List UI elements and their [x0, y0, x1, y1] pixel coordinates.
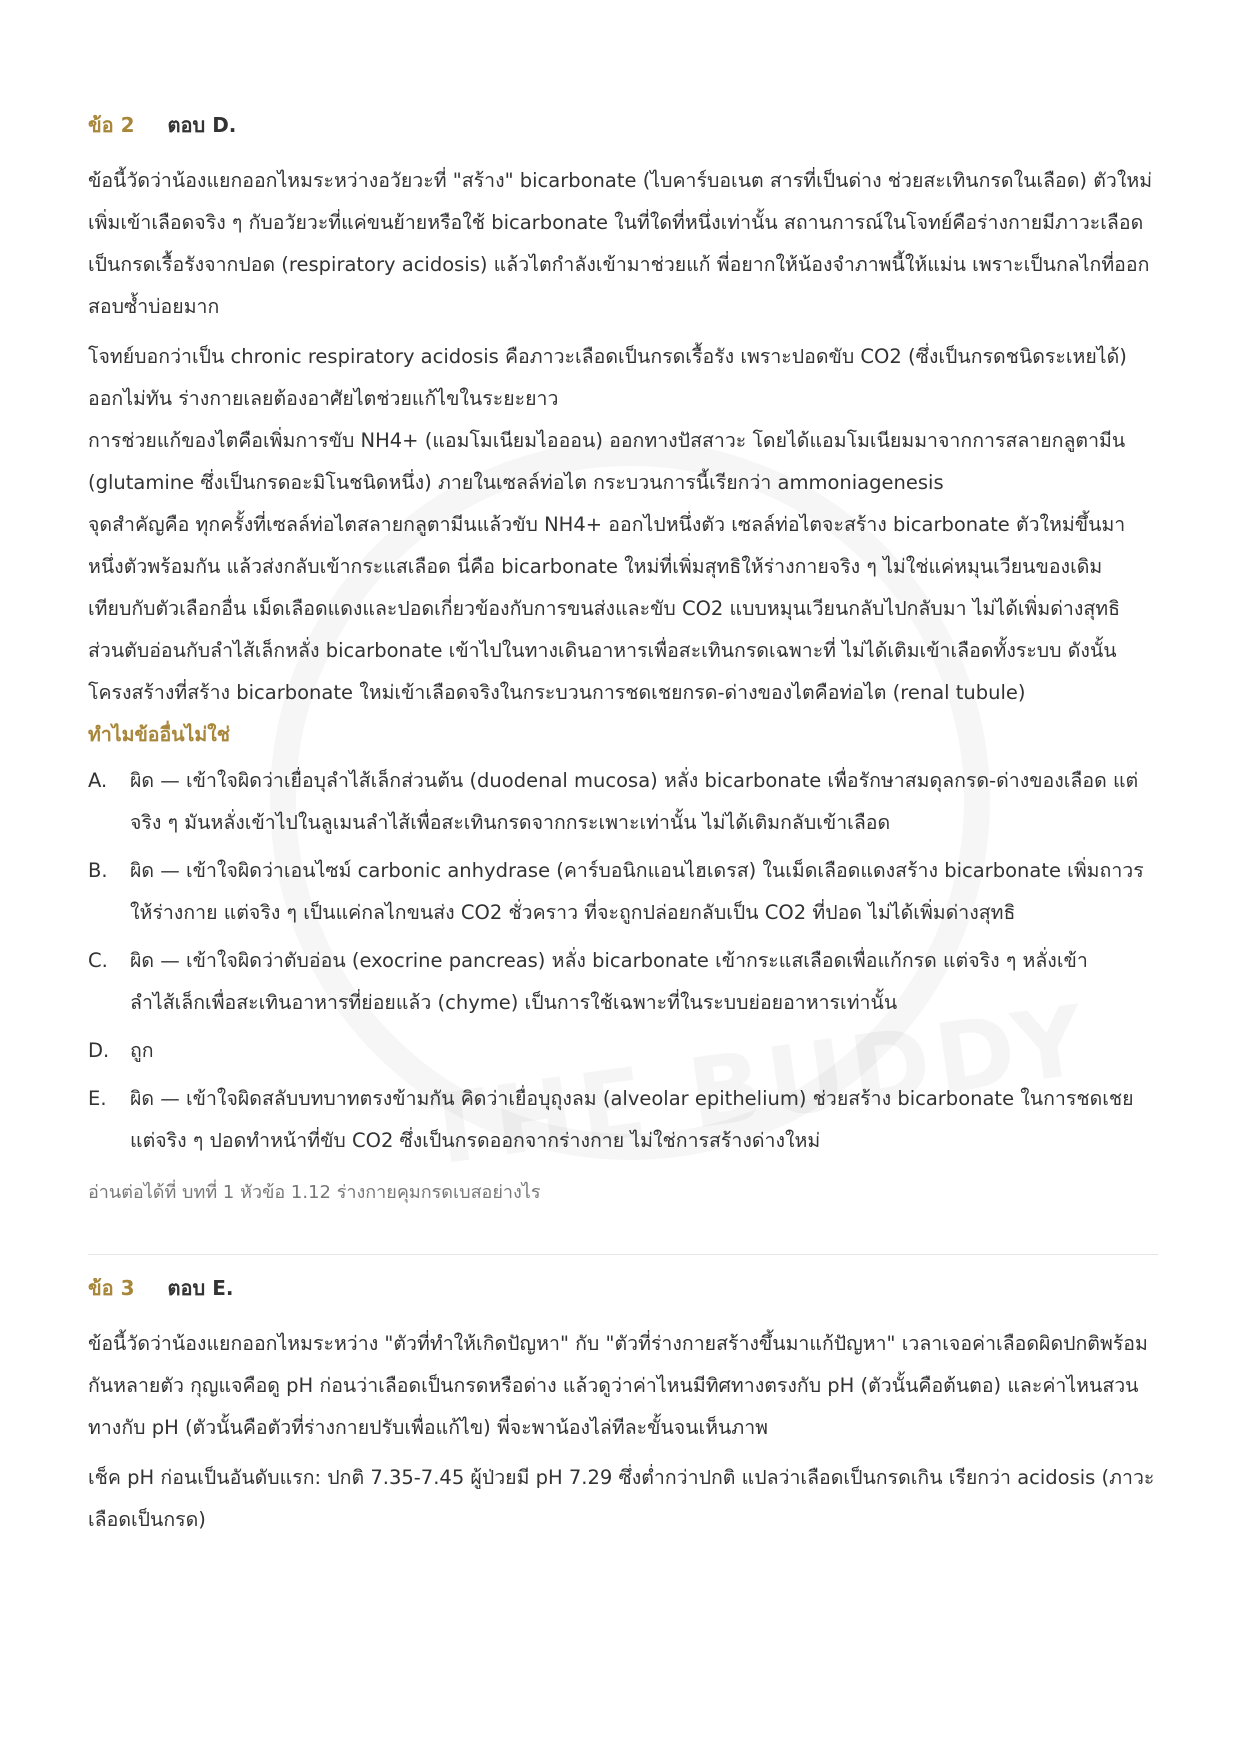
choice-text: ผิด — เข้าใจผิดว่าเอนไซม์ carbonic anhydrase (คาร์บอนิกแอนไฮเดรส) ในเม็ดเลือดแดงสร้าง bicarbonate เพิ่มถาวรให้ร่างกาย แต่จริง ๆ เป็นแค่กลไกขนส่ง CO2 ชั่วคราว ที่จะถูกปล่อยกลับเป็น CO2 ที่ปอด ไม่ได้เพิ่มด่างสุทธิ	[130, 859, 1144, 924]
question-2-section	[88, 100, 1158, 1214]
question-3-section	[88, 1263, 1158, 1541]
answer-label: ตอบ D.	[167, 113, 237, 137]
question-number: ข้อ 2	[88, 113, 135, 137]
choice-letter: B.	[88, 859, 108, 882]
choice-letter: A.	[88, 769, 108, 792]
choice-a	[88, 760, 1158, 844]
choice-letter: D.	[88, 1039, 110, 1062]
answer-label: ตอบ E.	[167, 1276, 234, 1300]
choice-b	[88, 850, 1158, 934]
choice-letter: E.	[88, 1087, 107, 1110]
question-3-header	[88, 1263, 1158, 1313]
why-not-heading: ทำไมข้ออื่นไม่ใช่	[88, 723, 230, 746]
explanation-paragraph: ข้อนี้วัดว่าน้องแยกออกไหมระหว่างอวัยวะที่ "สร้าง" bicarbonate (ไบคาร์บอเนต สารที่เป็นด่าง ช่วยสะเทินกรดในเลือด) ตัวใหม่เพิ่มเข้าเลือดจริง ๆ กับอวัยวะที่แค่ขนย้ายหรือใช้ bicarbonate ในที่ใดที่หนึ่งเท่านั้น สถานการณ์ในโจทย์คือร่างกายมีภาวะเลือดเป็นกรดเรื้อรังจากปอด (respiratory acidosis) แล้วไตกำลังเข้ามาช่วยแก้ พี่อยากให้น้องจำภาพนี้ให้แม่น เพราะเป็นกลไกที่ออกสอบซ้ำบ่อยมาก	[88, 169, 1153, 318]
further-reading-reference: อ่านต่อได้ที่ บทที่ 1 หัวข้อ 1.12 ร่างกายคุมกรดเบสอย่างไร	[88, 1182, 541, 1203]
choice-text: ผิด — เข้าใจผิดว่าตับอ่อน (exocrine pancreas) หลั่ง bicarbonate เข้ากระแสเลือดเพื่อแก้กรด แต่จริง ๆ หลั่งเข้าลำไส้เล็กเพื่อสะเทินอาหารที่ย่อยแล้ว (chyme) เป็นการใช้เฉพาะที่ในระบบย่อยอาหารเท่านั้น	[130, 949, 1088, 1014]
choice-d	[88, 1030, 1158, 1072]
choice-text: ถูก	[130, 1039, 154, 1062]
answer-explanations	[88, 100, 1158, 1549]
explanation-paragraph: โจทย์บอกว่าเป็น chronic respiratory acidosis คือภาวะเลือดเป็นกรดเรื้อรัง เพราะปอดขับ CO2 (ซึ่งเป็นกรดชนิดระเหยได้) ออกไม่ทัน ร่างกายเลยต้องอาศัยไตช่วยแก้ไขในระยะยาว	[88, 345, 1127, 410]
question-2-header	[88, 100, 1158, 150]
choice-c	[88, 940, 1158, 1024]
explanation-paragraph: จุดสำคัญคือ ทุกครั้งที่เซลล์ท่อไตสลายกลูตามีนแล้วขับ NH4+ ออกไปหนึ่งตัว เซลล์ท่อไตจะสร้าง bicarbonate ตัวใหม่ขึ้นมาหนึ่งตัวพร้อมกัน แล้วส่งกลับเข้ากระแสเลือด นี่คือ bicarbonate ใหม่ที่เพิ่มสุทธิให้ร่างกายจริง ๆ ไม่ใช่แค่หมุนเวียนของเดิม	[88, 513, 1126, 578]
explanation-paragraph: เช็ค pH ก่อนเป็นอันดับแรก: ปกติ 7.35-7.45 ผู้ป่วยมี pH 7.29 ซึ่งต่ำกว่าปกติ แปลว่าเลือดเป็นกรดเกิน เรียกว่า acidosis (ภาวะเลือดเป็นกรด)	[88, 1466, 1155, 1531]
choice-list	[88, 760, 1158, 1162]
choice-text: ผิด — เข้าใจผิดสลับบทบาทตรงข้ามกัน คิดว่าเยื่อบุถุงลม (alveolar epithelium) ช่วยสร้าง bicarbonate ในการชดเชย แต่จริง ๆ ปอดทำหน้าที่ขับ CO2 ซึ่งเป็นกรดออกจากร่างกาย ไม่ใช่การสร้างด่างใหม่	[130, 1087, 1134, 1152]
explanation-paragraph: การช่วยแก้ของไตคือเพิ่มการขับ NH4+ (แอมโมเนียมไอออน) ออกทางปัสสาวะ โดยได้แอมโมเนียมมาจากการสลายกลูตามีน (glutamine ซึ่งเป็นกรดอะมิโนชนิดหนึ่ง) ภายในเซลล์ท่อไต กระบวนการนี้เรียกว่า ammoniagenesis	[88, 429, 1126, 494]
explanation-paragraph: ข้อนี้วัดว่าน้องแยกออกไหมระหว่าง "ตัวที่ทำให้เกิดปัญหา" กับ "ตัวที่ร่างกายสร้างขึ้นมาแก้ปัญหา" เวลาเจอค่าเลือดผิดปกติพร้อมกันหลายตัว กุญแจคือดู pH ก่อนว่าเลือดเป็นกรดหรือด่าง แล้วดูว่าค่าไหนมีทิศทางตรงกับ pH (ตัวนั้นคือต้นตอ) และค่าไหนสวนทางกับ pH (ตัวนั้นคือตัวที่ร่างกายปรับเพื่อแก้ไข) พี่จะพาน้องไล่ทีละขั้นจนเห็นภาพ	[88, 1332, 1148, 1439]
question-number: ข้อ 3	[88, 1276, 135, 1300]
explanation-paragraph: เทียบกับตัวเลือกอื่น เม็ดเลือดแดงและปอดเกี่ยวข้องกับการขนส่งและขับ CO2 แบบหมุนเวียนกลับไปกลับมา ไม่ได้เพิ่มด่างสุทธิ ส่วนตับอ่อนกับลำไส้เล็กหลั่ง bicarbonate เข้าไปในทางเดินอาหารเพื่อสะเทินกรดเฉพาะที่ ไม่ได้เติมเข้าเลือดทั้งระบบ ดังนั้นโครงสร้างที่สร้าง bicarbonate ใหม่เข้าเลือดจริงในกระบวนการชดเชยกรด-ด่างของไตคือท่อไต (renal tubule)	[88, 597, 1121, 704]
section-divider	[88, 1254, 1158, 1255]
choice-letter: C.	[88, 949, 108, 972]
choice-e	[88, 1078, 1158, 1162]
choice-text: ผิด — เข้าใจผิดว่าเยื่อบุลำไส้เล็กส่วนต้น (duodenal mucosa) หลั่ง bicarbonate เพื่อรักษาสมดุลกรด-ด่างของเลือด แต่จริง ๆ มันหลั่งเข้าไปในลูเมนลำไส้เพื่อสะเทินกรดจากกระเพาะเท่านั้น ไม่ได้เติมกลับเข้าเลือด	[130, 769, 1139, 834]
